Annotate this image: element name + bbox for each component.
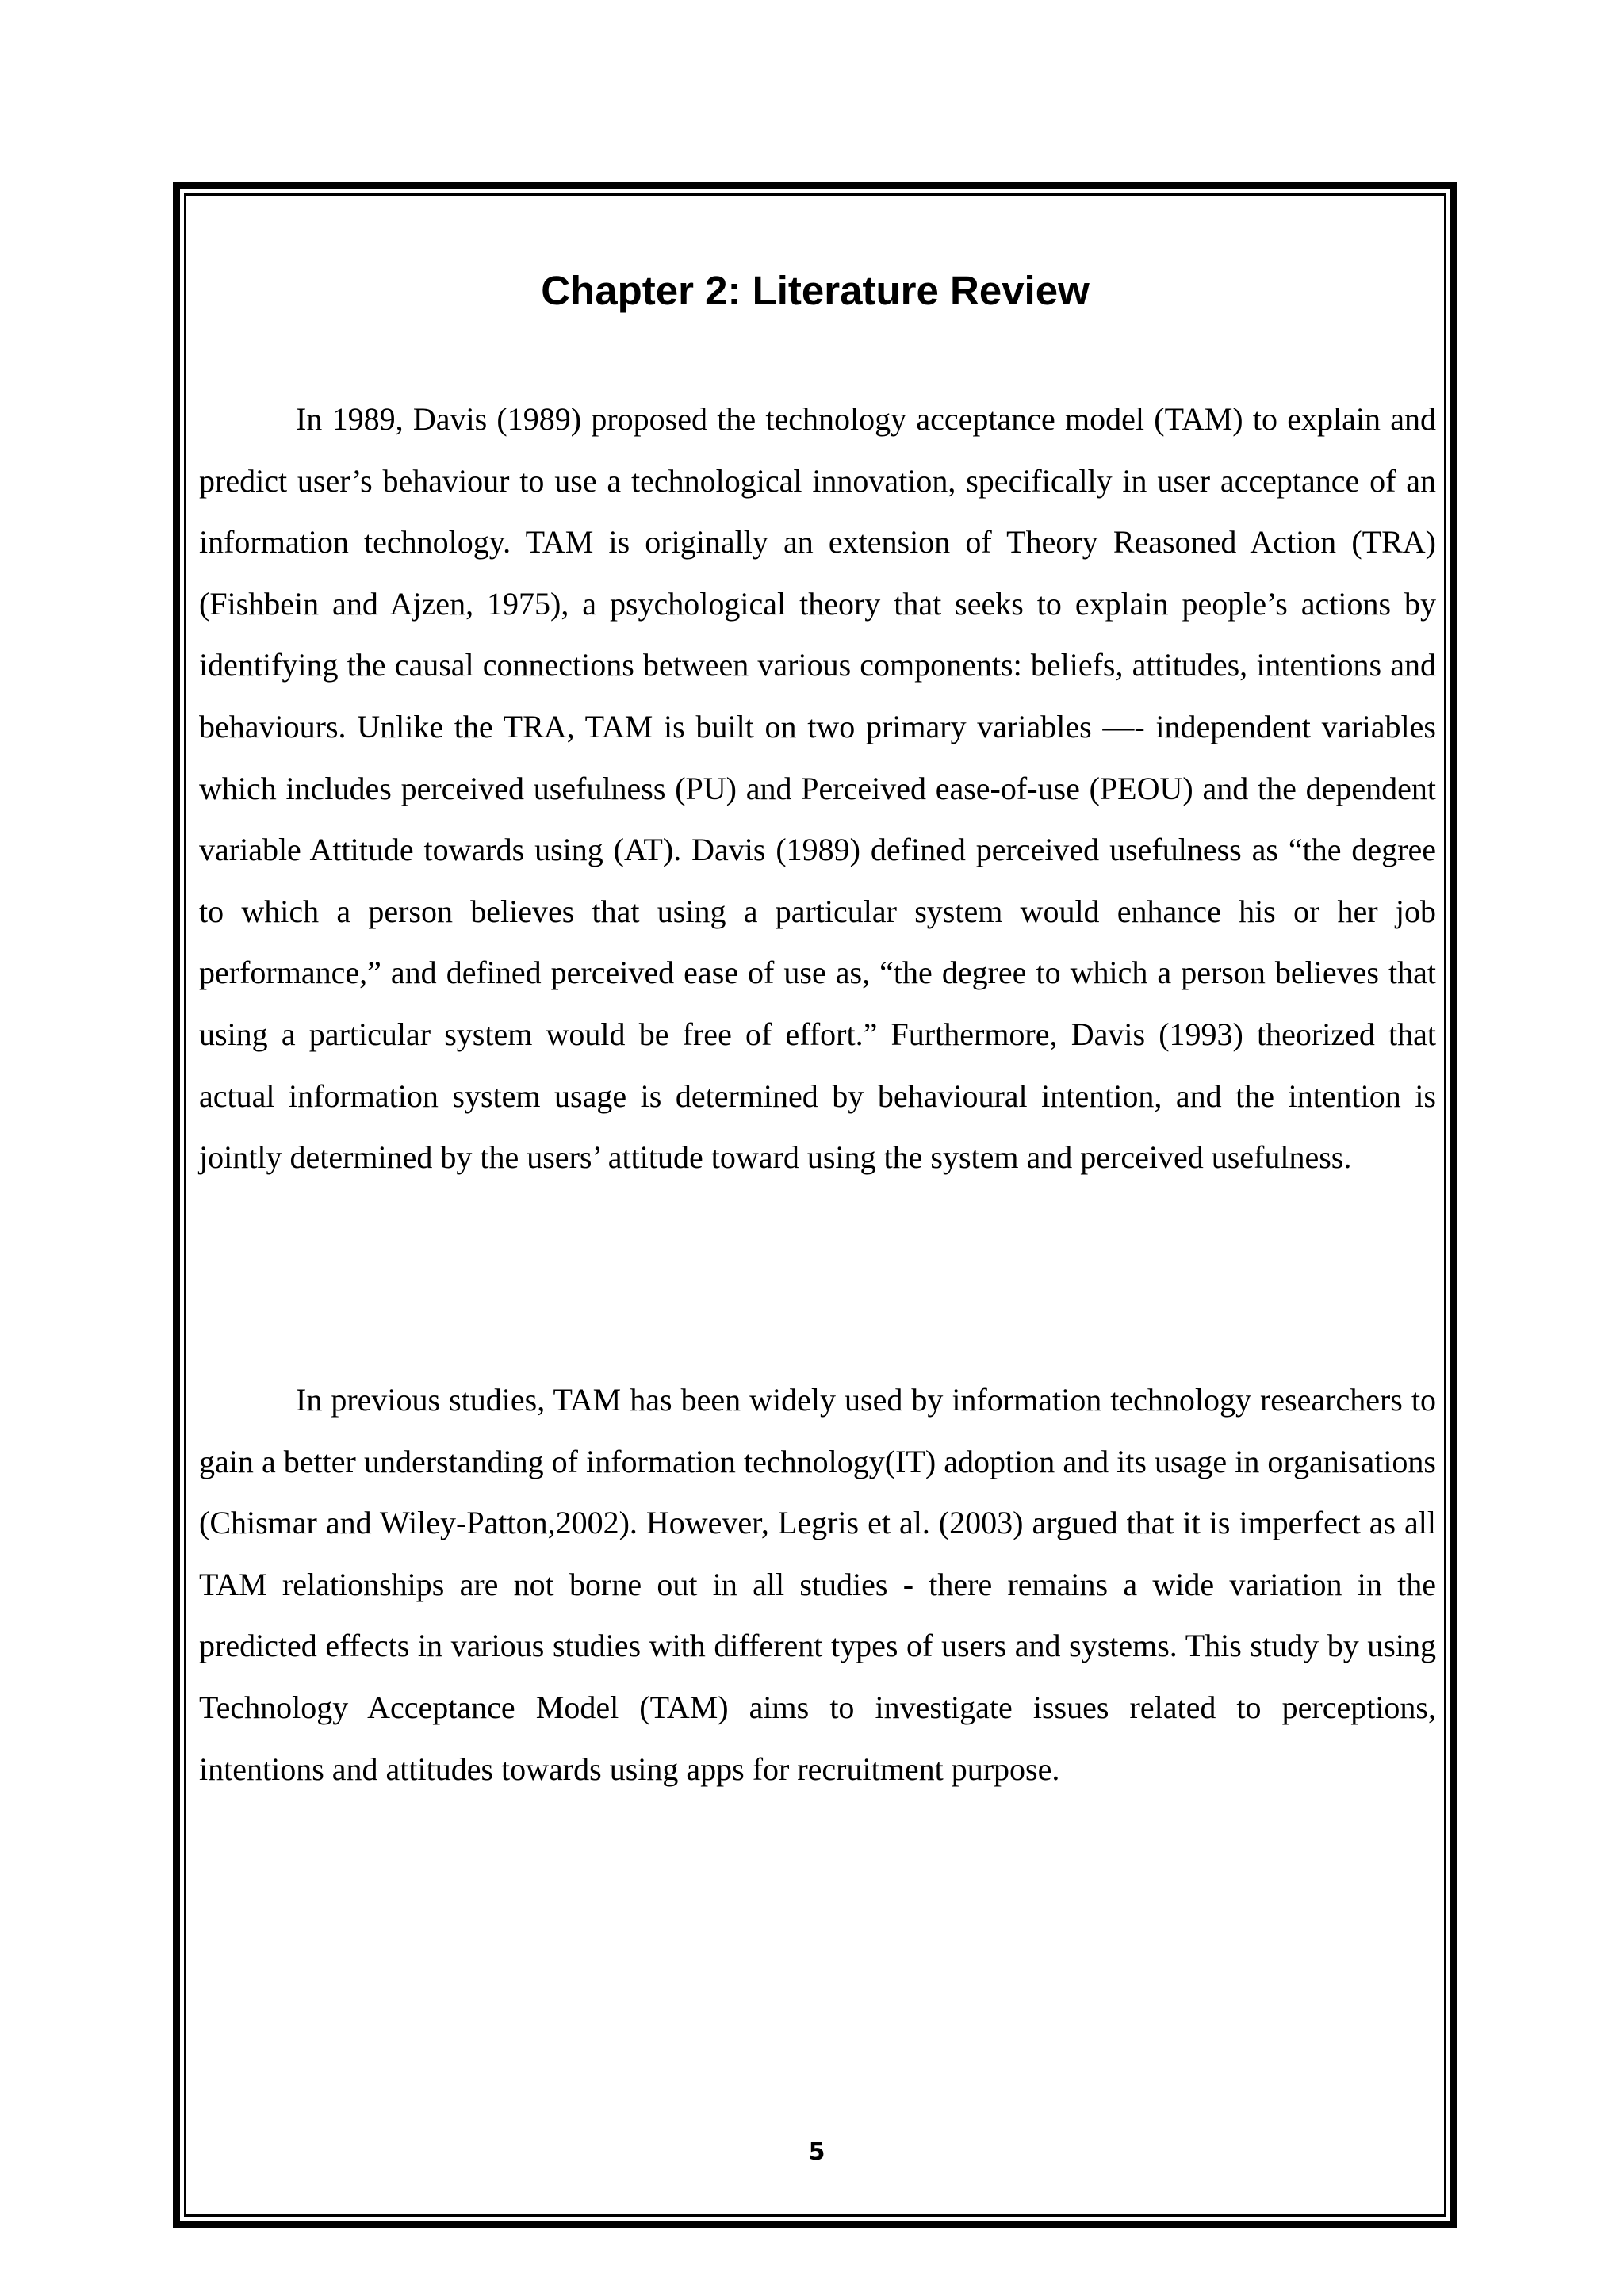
chapter-title: Chapter 2: Literature Review [541,268,1090,313]
paragraph-previous-studies: In previous studies, TAM has been widely used by information technology researchers to gain a better understanding of information technology(IT) adoption and its usage in organisations (Chismar and Wiley-Patton,2002). However, Legris et al. (2003) argued that it is imperfect as all TAM relationships are not borne out in all studies - there remains a wide variation in the predicted effects in various studies with different types of users and systems. This study by using Technology Acceptance Model (TAM) aims to investigate issues related to perceptions, intentions and attitudes towards using apps for recruitment purpose. [199,1382,1436,1787]
paragraph-tam-overview: In 1989, Davis (1989) proposed the technology acceptance model (TAM) to explain and predict user’s behaviour to use a technological innovation, specifically in user acceptance of an information technology. TAM is originally an extension of Theory Reasoned Action (TRA) (Fishbein and Ajzen, 1975), a psychological theory that seeks to explain people’s actions by identifying the causal connections between various components: beliefs, attitudes, intentions and behaviours. Unlike the TRA, TAM is built on two primary variables —- independent variables which includes perceived usefulness (PU) and Perceived ease-of-use (PEOU) and the dependent variable Attitude towards using (AT). Davis (1989) defined perceived usefulness as “the degree to which a person believes that using a particular system would enhance his or her job performance,” and defined perceived ease of use as, “the degree to which a person believes that using a particular system would be free of effort.” Furthermore, Davis (1993) theorized that actual information system usage is determined by behavioural intention, and the intention is jointly determined by the users’ attitude toward using the system and perceived usefulness. [199,401,1436,1176]
page-number: 5 [808,2138,825,2166]
